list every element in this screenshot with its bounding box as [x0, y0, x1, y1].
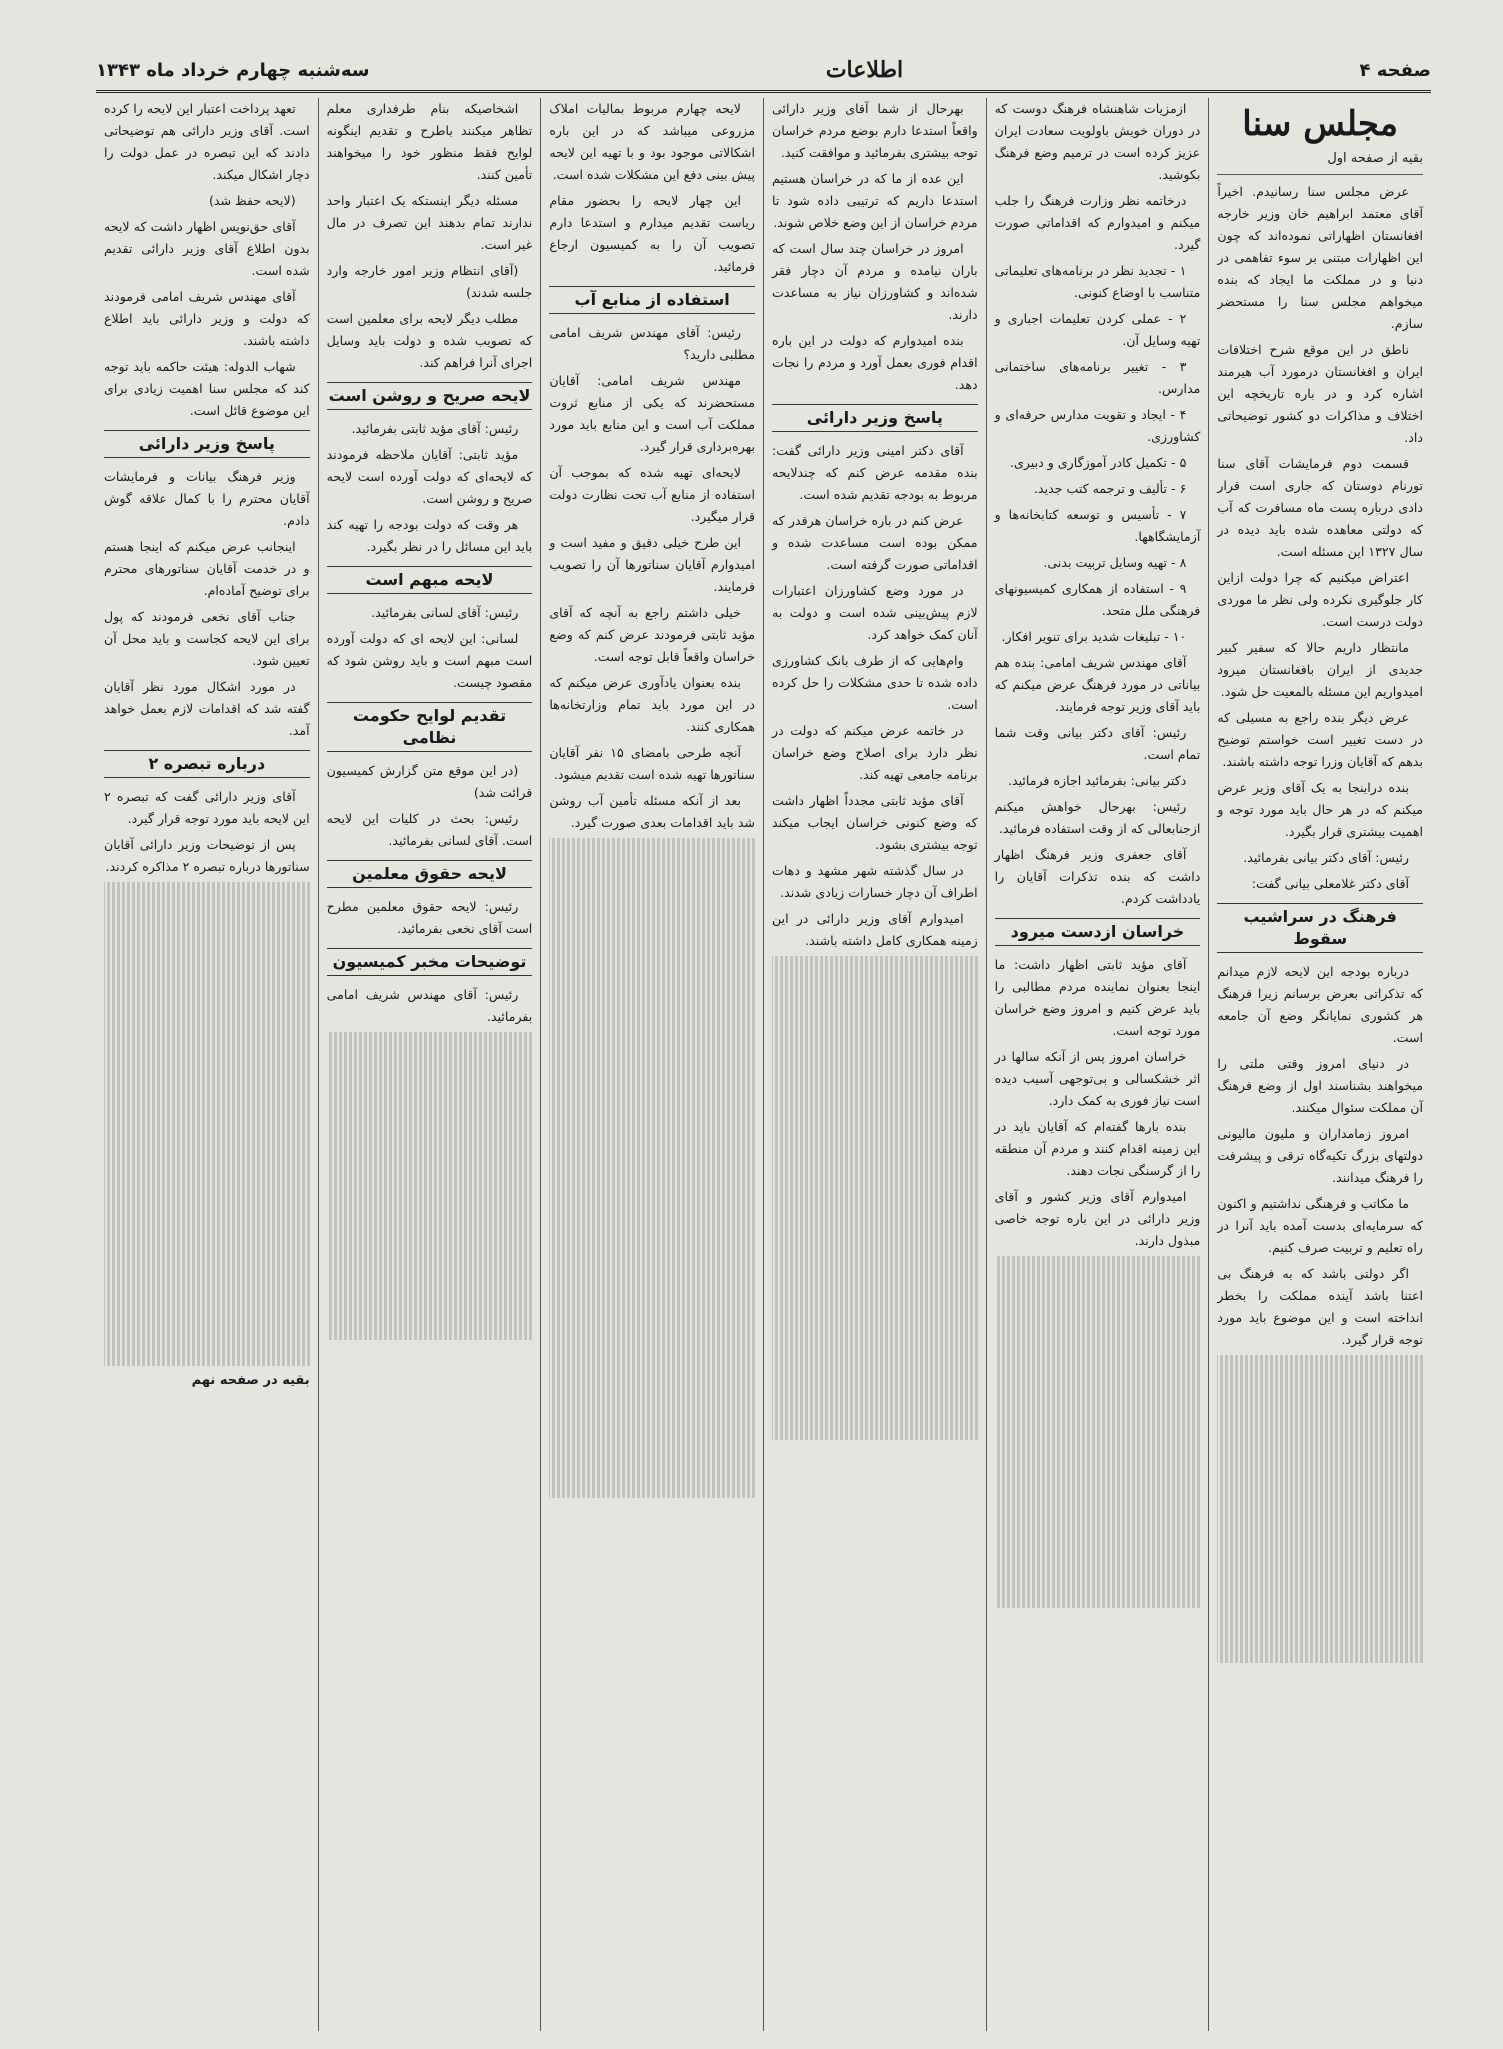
illegible-text-line — [327, 1032, 533, 1054]
illegible-text-line — [549, 1322, 755, 1344]
illegible-text-line — [772, 1330, 978, 1352]
paragraph: رئیس: آقای لسانی بفرمائید. — [371, 605, 519, 620]
paragraph: ۱۰ - تبلیغات شدید برای تنویر افکار. — [1001, 629, 1187, 644]
paragraph: ۲ - عملی کردن تعلیمات اجباری و تهیه وسایل آن. — [994, 311, 1201, 348]
illegible-text-line — [1217, 1619, 1423, 1641]
illegible-text-line — [549, 1014, 755, 1036]
illegible-text-line — [772, 1132, 978, 1154]
illegible-text-line — [549, 926, 755, 948]
illegible-text-line — [327, 1230, 533, 1252]
paragraph: بنده دراینجا به یک آقای وزیر عرض میکنم که در هر حال باید مورد توجه و اهمیت بیشتری قرار بگیرد. — [1217, 780, 1423, 839]
illegible-text-line — [104, 1146, 310, 1168]
section-heading: تقدیم لوایح حکومت نظامی — [327, 702, 533, 752]
paragraph: ۱ - تجدید نظر در برنامه‌های تعلیماتی متناسب با اوضاع کنونی. — [994, 263, 1201, 300]
paragraph: اشخاصیکه بنام طرفداری معلم تظاهر میکنند باطرح و تقدیم اینگونه لوایح فقط منظور خود را میخواهند تأمین کنند. — [326, 101, 533, 182]
paragraph: ما مکاتب و فرهنگی نداشتیم و اکنون که سرمایه‌ای بدست آمده باید آنرا در راه تعلیم و تربیت صرف کنیم. — [1217, 1196, 1423, 1255]
paragraph: ۶ - تألیف و ترجمه کتب جدید. — [1033, 481, 1187, 496]
illegible-text-line — [772, 1374, 978, 1396]
paragraph: لایحه چهارم مربوط بمالیات املاک مزروعی میباشد که در این باره اشکالاتی موجود بود و با تهیه این لایحه پیش بینی دفع این مشکلات شده است. — [549, 101, 755, 182]
illegible-text-line — [772, 1022, 978, 1044]
paragraph: وزیر فرهنگ بیانات و فرمایشات آقایان محترم را با کمال علاقه گوش دادم. — [103, 469, 310, 528]
illegible-text-line — [772, 1418, 978, 1440]
illegible-text-line — [549, 1124, 755, 1146]
illegible-text-line — [772, 1154, 978, 1176]
illegible-text-line — [1217, 1377, 1423, 1399]
paragraph: ۵ - تکمیل کادر آموزگاری و دبیری. — [1009, 455, 1187, 470]
illegible-text-line — [1217, 1597, 1423, 1619]
paragraph: امیدوارم آقای وزیر کشور و آقای وزیر دارائی در این باره توجه خاصی مبذول دارند. — [994, 1189, 1201, 1248]
paragraph: تعهد پرداخت اعتبار این لایحه را کرده است. آقای وزیر دارائی هم توضیحاتی دادند که این تبصره در عمل دولت را دچار اشکال میکند. — [103, 101, 310, 182]
section-heading: توضیحات مخبر کمیسیون — [327, 948, 533, 976]
paragraph: رئیس: آقای دکتر بیانی بفرمائید. — [1243, 850, 1409, 865]
illegible-text-line — [104, 904, 310, 926]
paragraph: آقای دکتر غلامعلی بیانی گفت: — [1251, 876, 1409, 891]
section-heading: پاسخ وزیر دارائی — [772, 404, 978, 432]
column-5 — [318, 98, 541, 2031]
illegible-text-line — [995, 1586, 1201, 1608]
illegible-text-line — [104, 948, 310, 970]
illegible-text-line — [327, 1208, 533, 1230]
illegible-text-line — [549, 992, 755, 1014]
paragraph: این طرح خیلی دقیق و مفید است و امیدوارم آقایان سناتورها آن را تصویب فرمایند. — [549, 535, 755, 594]
illegible-text-line — [1217, 1487, 1423, 1509]
paragraph: اگر دولتی باشد که به فرهنگ بی اعتنا باشد آینده مملکت را بخطر انداخته است و این موضوع باید مورد توجه قرار گیرد. — [1217, 1266, 1423, 1347]
illegible-text-line — [772, 1088, 978, 1110]
paragraph: مسئله دیگر اینستکه یک اعتبار واحد ندارند تمام بدهند این تصرف در مال غیر است. — [326, 193, 533, 252]
illegible-text-line — [549, 882, 755, 904]
paragraph: مهندس شریف امامی: آقایان مستحضرند که یکی از منابع ثروت مملکت آب است و این منابع باید مورد بهره‌برداری قرار گیرد. — [549, 373, 755, 454]
paragraph: مطلب دیگر لایحه برای معلمین است که تصویب شده و دولت باید وسایل اجرای آنرا فراهم کند. — [326, 311, 533, 370]
column-2 — [986, 98, 1209, 2031]
illegible-text-line — [1217, 1641, 1423, 1663]
illegible-text-line — [104, 1124, 310, 1146]
paragraph: لسانی: این لایحه ای که دولت آورده است مبهم است و باید روشن شود که مقصود چیست. — [326, 631, 533, 690]
paragraph: ۳ - تغییر برنامه‌های ساختمانی مدارس. — [994, 359, 1201, 396]
illegible-text-line — [104, 1300, 310, 1322]
illegible-text-line — [995, 1520, 1201, 1542]
column-1 — [1208, 98, 1431, 2031]
section-heading: لایحه صریح و روشن است — [327, 382, 533, 410]
illegible-text-line — [104, 992, 310, 1014]
paragraph: آقای دکتر امینی وزیر دارائی گفت: بنده مقدمه عرض کنم که چندلایحه مربوط به بودجه تقدیم شده است. — [771, 443, 978, 502]
illegible-text-line — [549, 1278, 755, 1300]
illegible-text-line — [772, 1396, 978, 1418]
illegible-text-line — [549, 970, 755, 992]
illegible-text-line — [549, 1168, 755, 1190]
illegible-text-line — [995, 1300, 1201, 1322]
article-columns — [96, 98, 1431, 2031]
section-heading: لایحه حقوق معلمین — [327, 860, 533, 888]
illegible-text-line — [327, 1186, 533, 1208]
continuation-note: بقیه از صفحه اول — [1217, 148, 1423, 175]
paragraph: شهاب الدوله: هیئت حاکمه باید توجه کند که مجلس سنا اهمیت زیادی برای این موضوع قائل است. — [103, 359, 310, 418]
illegible-text-line — [1217, 1443, 1423, 1465]
illegible-text-line — [1217, 1465, 1423, 1487]
paragraph: در خاتمه عرض میکنم که دولت در نظر دارد برای اصلاح وضع خراسان برنامه جامعی تهیه کند. — [771, 723, 978, 782]
illegible-text-line — [549, 1058, 755, 1080]
paragraph: رئیس: آقای مهندس شریف امامی مطلبی دارید؟ — [549, 325, 755, 362]
illegible-text-line — [104, 1256, 310, 1278]
illegible-text-line — [104, 1234, 310, 1256]
illegible-text-line — [772, 1176, 978, 1198]
section-heading: استفاده از منابع آب — [549, 286, 755, 314]
illegible-text-line — [549, 838, 755, 860]
paragraph: قسمت دوم فرمایشات آقای سنا تورنام دوستان که جاری است قرار دادی درباره پست ماه مسافرت که آب که دولتی معاهده شده باید دیده در سال ۱۳۲۷ این مسئله است. — [1217, 456, 1423, 559]
illegible-text-line — [1217, 1553, 1423, 1575]
paragraph: بهرحال از شما آقای وزیر دارائی واقعاً استدعا دارم بوضع مردم خراسان توجه بیشتری بفرمائید و موافقت کنید. — [771, 101, 978, 160]
paragraph: رئیس: آقای دکتر بیانی وقت شما تمام است. — [994, 725, 1201, 762]
paragraph: بنده امیدوارم که دولت در این باره اقدام فوری بعمل آورد و مردم را نجات دهد. — [771, 333, 978, 392]
paragraph: ناطق در این موقع شرح اختلافات ایران و افغانستان درمورد آب هیرمند اشاره کرد و در باره تاریخچه این اختلاف و مذاکرات دو کشور توضیحاتی داد. — [1217, 342, 1423, 445]
illegible-text-line — [995, 1476, 1201, 1498]
illegible-text-line — [549, 1190, 755, 1212]
paragraph: آقای مؤید ثابتی مجدداً اظهار داشت که وضع کنونی خراسان ایجاب میکند توجه بیشتری بشود. — [771, 793, 978, 852]
illegible-text-line — [772, 1044, 978, 1066]
paragraph: عرض دیگر بنده راجع به مسیلی که در دست تغییر است خواستم توضیح بدهم که آقایان وزرا توجه داشته باشند. — [1217, 710, 1423, 769]
illegible-text-line — [549, 948, 755, 970]
issue-date: سه‌شنبه چهارم خرداد ماه ۱۳۴۳ — [96, 59, 370, 81]
illegible-text-line — [1217, 1421, 1423, 1443]
paragraph: امیدوارم آقای وزیر دارائی در این زمینه همکاری کامل داشته باشند. — [771, 911, 978, 948]
paragraph: بنده بارها گفته‌ام که آقایان باید در این زمینه اقدام کنند و مردم آن منطقه را از گرسنگی نجات دهند. — [994, 1119, 1201, 1178]
section-heading: درباره تبصره ۲ — [104, 750, 310, 778]
paragraph: رئیس: آقای مهندس شریف امامی بفرمائید. — [326, 987, 533, 1024]
paragraph: امروز زمامداران و ملیون مالیونی دولتهای بزرگ تکیه‌گاه ترقی و پیشرفت را فرهنگ میدانند. — [1217, 1126, 1423, 1185]
paragraph: آقای مهندس شریف امامی فرمودند که دولت و وزیر دارائی باید اطلاع داشته باشند. — [103, 289, 310, 348]
paragraph: عرض مجلس سنا رسانیدم. اخیراً آقای معتمد ابراهیم خان وزیر خارجه افغانستان اظهاراتی نموده‌اند که چون این اظهارات مبتنی بر سوء تفاهمی در دنیا و در مملکت ما ایجاد که بنده میخواهم مجلس سنا را مستحضر سازم. — [1217, 184, 1423, 331]
illegible-text-line — [772, 956, 978, 978]
paragraph: بعد از آنکه مسئله تأمین آب روشن شد باید اقدامات بعدی صورت گیرد. — [549, 793, 755, 830]
illegible-text-line — [995, 1454, 1201, 1476]
illegible-text-line — [104, 1322, 310, 1344]
illegible-text-line — [327, 1274, 533, 1296]
column-6 — [96, 98, 318, 2031]
illegible-text-line — [104, 1278, 310, 1300]
paragraph: ۷ - تأسیس و توسعه کتابخانه‌ها و آزمایشگاهها. — [994, 507, 1201, 544]
paragraph: در دنیای امروز وقتی ملتی را میخواهند بشناسند اول از وضع فرهنگ آن مملکت سئوال میکنند. — [1217, 1056, 1423, 1115]
paragraph: اینجانب عرض میکنم که اینجا هستم و در خدمت آقایان سناتورهای محترم برای توضیح آماده‌ام. — [103, 539, 310, 598]
illegible-text-line — [995, 1366, 1201, 1388]
illegible-text-line — [995, 1344, 1201, 1366]
illegible-text-line — [995, 1278, 1201, 1300]
column-4 — [540, 98, 763, 2031]
illegible-text-line — [104, 1014, 310, 1036]
illegible-text-line — [772, 1264, 978, 1286]
illegible-text-line — [549, 1300, 755, 1322]
paragraph: هر وقت که دولت بودجه را تهیه کند باید این مسائل را در نظر بگیرد. — [326, 517, 533, 554]
paragraph: آقای حق‌نویس اظهار داشت که لایحه بدون اطلاع آقای وزیر دارائی تقدیم شده است. — [103, 219, 310, 278]
illegible-text-line — [549, 1102, 755, 1124]
paragraph: رئیس: آقای مؤید ثابتی بفرمائید. — [351, 421, 519, 436]
paragraph: آقای وزیر دارائی گفت که تبصره ۲ این لایحه باید مورد توجه قرار گیرد. — [103, 789, 310, 826]
illegible-text-line — [104, 970, 310, 992]
illegible-text-line — [549, 904, 755, 926]
illegible-text-line — [772, 1220, 978, 1242]
illegible-text-line — [995, 1498, 1201, 1520]
illegible-text-line — [772, 978, 978, 1000]
paragraph: درخاتمه نظر وزارت فرهنگ را جلب میکنم و امیدوارم که اقداماتی صورت گیرد. — [994, 193, 1201, 252]
paragraph: امروز در خراسان چند سال است که باران نیامده و مردم آن دچار فقر شده‌اند و کشاورزان نیاز به مساعدت دارند. — [771, 241, 978, 322]
illegible-text-line — [327, 1142, 533, 1164]
illegible-text-line — [327, 1252, 533, 1274]
illegible-text-line — [549, 1256, 755, 1278]
column-3 — [763, 98, 986, 2031]
section-heading: لایحه مبهم است — [327, 566, 533, 594]
paragraph: اعتراض میکنیم که چرا دولت ازاین کار جلوگیری نکرده ولی نظر ما موردی دولت درست است. — [1217, 570, 1423, 629]
paragraph: خراسان امروز پس از آنکه سالها در اثر خشکسالی و بی‌توجهی آسیب دیده است نیاز فوری به کمک دارد. — [994, 1049, 1201, 1108]
masthead — [96, 50, 1431, 93]
illegible-text-line — [1217, 1531, 1423, 1553]
paragraph: وام‌هایی که از طرف بانک کشاورزی داده شده تا حدی مشکلات را حل کرده است. — [771, 653, 978, 712]
illegible-text-line — [104, 1168, 310, 1190]
illegible-text-line — [549, 860, 755, 882]
illegible-text-line — [995, 1388, 1201, 1410]
paragraph: رئیس: لایحه حقوق معلمین مطرح است آقای نخعی بفرمائید. — [326, 899, 533, 936]
illegible-text-line — [104, 1190, 310, 1212]
paragraph: لایحه‌ای تهیه شده که بموجب آن استفاده از منابع آب تحت نظارت دولت قرار میگیرد. — [549, 465, 755, 524]
paragraph: بنده بعنوان یادآوری عرض میکنم که در این مورد باید تمام وزارتخانه‌ها همکاری کنند. — [549, 675, 755, 734]
illegible-text-line — [995, 1542, 1201, 1564]
illegible-text-line — [104, 1212, 310, 1234]
paragraph: آقای جعفری وزیر فرهنگ اظهار داشت که بنده تذکرات آقایان را یادداشت کردم. — [994, 847, 1201, 906]
page-number: صفحه ۴ — [1359, 59, 1431, 81]
paragraph: پس از توضیحات وزیر دارائی آقایان سناتورها درباره تبصره ۲ مذاکره کردند. — [103, 837, 310, 874]
illegible-text-line — [772, 1308, 978, 1330]
illegible-text-line — [772, 1198, 978, 1220]
section-heading: فرهنگ در سراشیب سقوط — [1217, 903, 1423, 953]
paragraph: ۸ - تهیه وسایل تربیت بدنی. — [1043, 555, 1187, 570]
illegible-text-line — [549, 1036, 755, 1058]
illegible-text-line — [327, 1098, 533, 1120]
illegible-text-line — [1217, 1399, 1423, 1421]
illegible-text-line — [104, 926, 310, 948]
paragraph: ۹ - استفاده از همکاری کمیسیونهای فرهنگی ملل متحد. — [994, 581, 1201, 618]
paragraph: مانتظار داریم حالا که سفیر کبیر جدیدی از ایران بافغانستان میرود امیدواریم این مسئله بالمعیت حل شود. — [1217, 640, 1423, 699]
illegible-text-line — [995, 1564, 1201, 1586]
paragraph: مؤید ثابتی: آقایان ملاحظه فرمودند که لایحه‌ای که دولت آورده است لایحه صریح و روشن است. — [326, 447, 533, 506]
section-heading: پاسخ وزیر دارائی — [104, 430, 310, 458]
paragraph: (لایحه حفظ شد) — [208, 193, 296, 208]
illegible-text-line — [327, 1076, 533, 1098]
paragraph: این چهار لایحه را بحضور مقام ریاست تقدیم میدارم و استدعا دارم تصویب آن را به کمیسیون ارجاع فرمائید. — [549, 193, 755, 274]
illegible-text-line — [995, 1410, 1201, 1432]
paragraph: در سال گذشته شهر مشهد و دهات اطراف آن دچار خسارات زیادی شدند. — [771, 863, 978, 900]
illegible-text-line — [549, 1388, 755, 1410]
illegible-text-line — [327, 1296, 533, 1318]
paragraph: آنچه طرحی بامضای ۱۵ نفر آقایان سناتورها تهیه شده است تقدیم میشود. — [549, 745, 755, 782]
paragraph: (در این موقع متن گزارش کمیسیون قرائت شد) — [326, 763, 533, 800]
illegible-text-line — [327, 1054, 533, 1076]
illegible-text-line — [1217, 1355, 1423, 1377]
paragraph: این عده از ما که در خراسان هستیم استدعا داریم که ترتیبی داده شود تا مردم خراسان از این وضع خلاص شوند. — [771, 171, 978, 230]
illegible-text-line — [549, 1234, 755, 1256]
illegible-text-line — [549, 1344, 755, 1366]
paragraph: در مورد وضع کشاورزان اعتبارات لازم پیش‌بینی شده است و دولت به آنان کمک خواهد کرد. — [771, 583, 978, 642]
paragraph: (آقای انتظام وزیر امور خارجه وارد جلسه شدند) — [326, 263, 533, 300]
illegible-text-line — [772, 1242, 978, 1264]
illegible-text-line — [995, 1432, 1201, 1454]
illegible-text-line — [549, 1476, 755, 1498]
continued-note: بقیه در صفحه نهم — [191, 1373, 310, 1388]
paragraph: درباره بودجه این لایحه لازم میدانم که تذکراتی بعرض برسانم زیرا فرهنگ هر کشوری نمایانگر وضع آن جامعه است. — [1217, 964, 1423, 1045]
illegible-text-line — [104, 1036, 310, 1058]
paper-name: اطلاعات — [825, 57, 904, 83]
section-heading: خراسان ازدست میرود — [995, 918, 1201, 946]
illegible-text-line — [772, 1000, 978, 1022]
illegible-text-line — [104, 1080, 310, 1102]
illegible-text-line — [104, 1058, 310, 1080]
illegible-text-line — [995, 1322, 1201, 1344]
illegible-text-line — [549, 1080, 755, 1102]
headline: مجلس سنا — [1242, 104, 1399, 144]
illegible-text-line — [1217, 1575, 1423, 1597]
paragraph: رئیس: بهرحال خواهش میکنم ازجنابعالی که از وقت استفاده فرمائید. — [994, 799, 1201, 836]
illegible-text-line — [772, 1352, 978, 1374]
paragraph: ازمزیات شاهنشاه فرهنگ دوست که در دوران خویش باولویت سعادت ایران عزیز کرده است در ترمیم وضع فرهنگ بکوشید. — [994, 101, 1201, 182]
paragraph: عرض کنم در باره خراسان هرقدر که ممکن بوده است مساعدت شده و اقداماتی صورت گرفته است. — [771, 513, 978, 572]
paragraph: دکتر بیانی: بفرمائید اجازه فرمائید. — [1007, 773, 1187, 788]
illegible-text-line — [104, 1344, 310, 1366]
paragraph: در مورد اشکال مورد نظر آقایان گفته شد که اقدامات لازم بعمل خواهد آمد. — [103, 679, 310, 738]
illegible-text-line — [772, 1110, 978, 1132]
illegible-text-line — [772, 1066, 978, 1088]
illegible-text-line — [549, 1212, 755, 1234]
illegible-text-line — [772, 1286, 978, 1308]
illegible-text-line — [549, 1432, 755, 1454]
paragraph: جناب آقای نخعی فرمودند که پول برای این لایحه کجاست و باید محل آن تعیین شود. — [103, 609, 310, 668]
illegible-text-line — [549, 1410, 755, 1432]
paragraph: خیلی داشتم راجع به آنچه که آقای مؤید ثابتی فرمودند عرض کنم که وضع خراسان واقعاً قابل توجه است. — [549, 605, 755, 664]
illegible-text-line — [327, 1318, 533, 1340]
illegible-text-line — [104, 1102, 310, 1124]
illegible-text-line — [549, 1146, 755, 1168]
paragraph: آقای مهندس شریف امامی: بنده هم بیاناتی در مورد فرهنگ عرض میکنم که باید آقای وزیر توجه فرمایند. — [994, 655, 1201, 714]
paragraph: ۴ - ایجاد و تقویت مدارس حرفه‌ای و کشاورزی. — [994, 407, 1201, 444]
illegible-text-line — [995, 1256, 1201, 1278]
illegible-text-line — [327, 1120, 533, 1142]
illegible-text-line — [104, 882, 310, 904]
illegible-text-line — [1217, 1509, 1423, 1531]
paragraph: آقای مؤید ثابتی اظهار داشت: ما اینجا بعنوان نماینده مردم مطالبی را باید عرض کنیم و امروز وضع خراسان مورد توجه است. — [994, 957, 1201, 1038]
illegible-text-line — [549, 1454, 755, 1476]
paragraph: رئیس: بحث در کلیات این لایحه است. آقای لسانی بفرمائید. — [326, 811, 533, 848]
illegible-text-line — [549, 1366, 755, 1388]
illegible-text-line — [327, 1164, 533, 1186]
